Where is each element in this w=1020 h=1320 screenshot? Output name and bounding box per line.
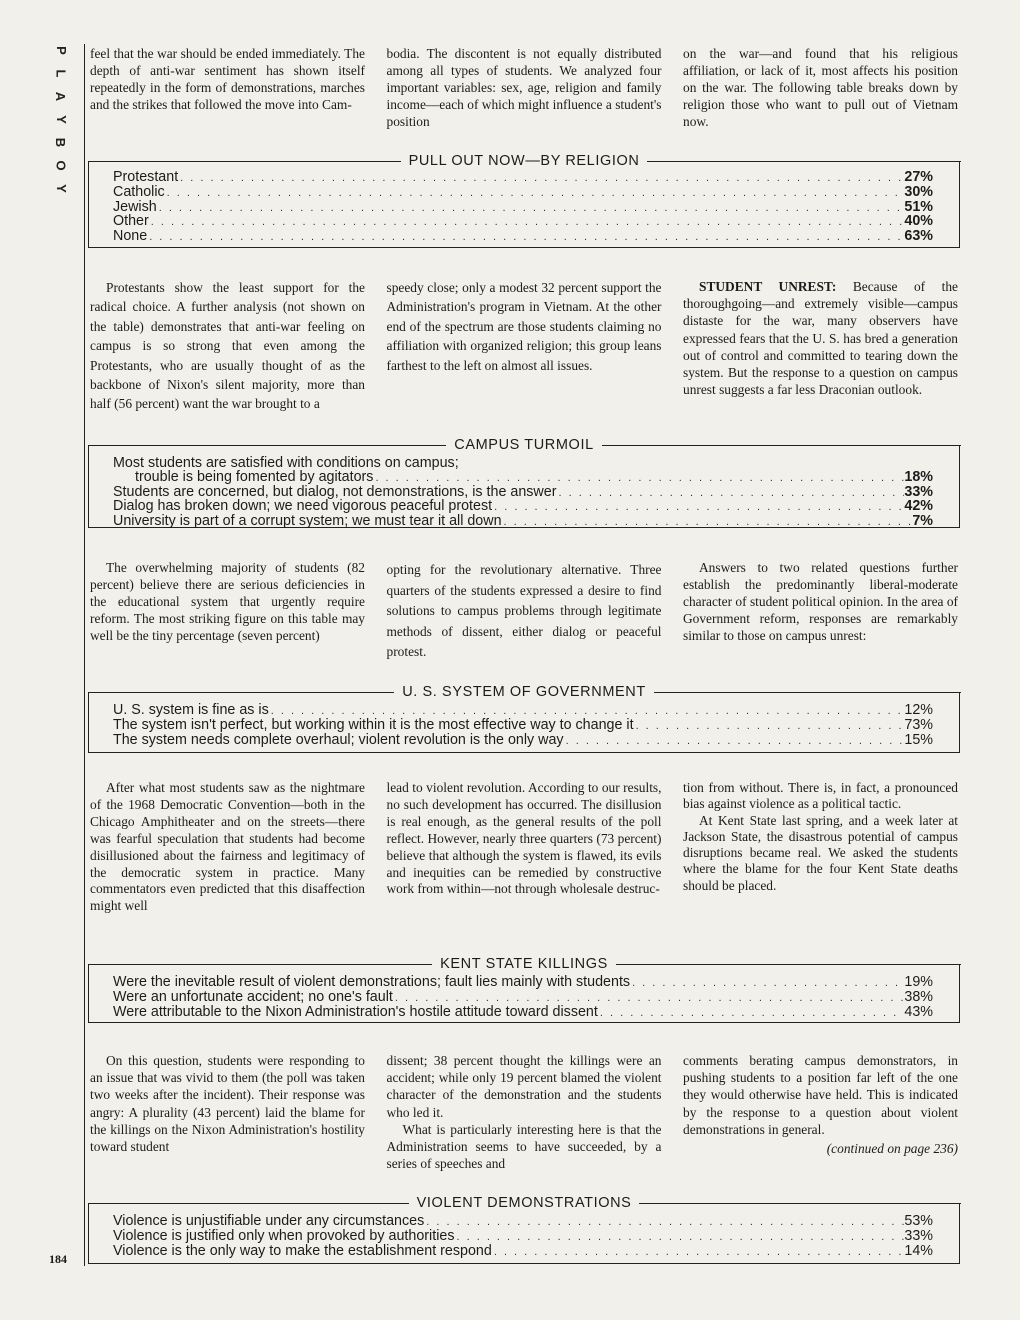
column-1 [90,560,365,663]
table-row [113,230,933,245]
column-2 [387,560,662,663]
magazine-letter: P [53,46,69,55]
table-row [113,198,933,216]
table-row [113,183,933,201]
header-rule [88,964,433,965]
leader-dots [556,487,904,501]
row-label: The system isn't perfect, but working within it is the most effective way to change it [113,716,634,733]
table-header [88,683,961,701]
leader-dots [149,216,905,230]
table-kent-state-killings [88,956,960,1023]
paragraph: What is particularly interesting here is that the Administration seems to have succeeded, by a series of speeches and [386,1121,662,1172]
row-label: Violence is justified only when provoked by authorities [113,1227,455,1244]
column-1 [90,780,365,915]
column-3 [683,46,958,131]
paragraph: lead to violent revolution. According to our results, no such development has occurred. The disillusion is real enough, as the general results of the poll reflect. However, nearly three quarters (73 percent) believe that although the system is flawed, its evils and inequities can be remedied by constructive work from within—not through wholesale destruc- [386,780,662,897]
row-value: 53% [904,1213,933,1229]
row-value: 27% [904,169,933,185]
column-3 [683,1052,958,1172]
table-row [113,215,933,230]
table-pull-out-by-religion [88,153,960,248]
leader-dots [147,231,904,245]
row-value: 19% [904,974,933,990]
row-label: The system needs complete overhaul; violent revolution is the only way [113,731,564,748]
leader-dots [564,735,905,749]
leader-dots [165,187,905,201]
row-label: trouble is being fomented by agitators [135,468,374,485]
paragraph [683,278,958,398]
leader-dots [157,202,905,216]
header-rule [88,445,447,446]
paragraph: comments berating campus demonstrators, in pushing students to a position far left of the one they would otherwise have held. This is indicated by the response to a question about violent demonstrations in general. [683,1053,958,1137]
row-value: 30% [904,183,933,200]
paragraph: opting for the revolutionary alternative. Three quarters of the students expressed a desire to find solutions to campus problems through legitimate methods of dissent, either dialog or peaceful protest. [386,562,662,659]
column-3 [683,278,958,414]
row-value: 51% [904,198,933,215]
table-us-system-of-government [88,684,960,753]
paragraph: After what most students saw as the nightmare of the 1968 Democratic Convention—both in the Chicago Amphitheater and on the streets—there was fearful speculation that students had become disillusioned about the fairness and legitimacy of the democratic system in practice. Many commentators even predicted that this disaffection might well [90,780,365,914]
table-violent-demonstrations [88,1195,960,1264]
margin-rule [84,44,85,1266]
paragraph: dissent; 38 percent thought the killings were an accident; while only 19 percent blamed the violent character of the demonstration and the students who led it. [386,1053,662,1120]
table-rows [89,964,959,1024]
table-rows [89,445,959,534]
leader-dots [454,1231,904,1245]
header-rule [88,1203,409,1204]
magazine-letter: A [53,91,69,102]
text-row-3 [90,560,958,663]
table-campus-turmoil [88,437,960,530]
row-label: None [113,228,148,245]
paragraph: on the war—and found that his religious affiliation, or lack of it, most affects his position on the war. The following table breaks down by religion those who want to pull out of Vietnam now. [683,46,958,129]
table-row [113,1003,933,1021]
paragraph: Answers to two related questions further establish the predominantly liberal-moderate character of student political opinion. In the area of Government reform, responses are remarkably similar to those on campus unrest: [683,560,958,643]
row-value: 18% [904,468,933,485]
table-rows [89,161,959,249]
paragraph: speedy close; only a modest 32 percent support the Administration's program in Vietnam. At the other end of the spectrum are those students claiming no affiliation with organized religion; this group leans farthest to the left on almost all issues. [386,280,662,373]
leader-dots [502,516,913,530]
paragraph: The overwhelming majority of students (82 percent) believe there are serious deficiencies in the educational system that urgently require reform. The most striking figure on this table may well be the tiny percentage (seven percent) [90,560,365,643]
table-header [88,1194,961,1212]
row-value: 14% [904,1242,933,1259]
text-row-5 [90,1052,958,1172]
row-value: 38% [904,988,933,1005]
text-row-4 [90,780,958,915]
row-label: Other [113,213,149,230]
magazine-letter: L [53,69,69,78]
column-3 [683,780,958,915]
leader-dots [492,501,904,515]
header-rule [647,161,960,162]
row-value: 15% [904,731,933,748]
paragraph: feel that the war should be ended immediately. The depth of anti-war sentiment has shown itself repeatedly in the form of demonstrations, marches and the strikes that followed the move into Cam- [90,46,365,112]
page-number: 184 [49,1252,67,1266]
row-label: Dialog has broken down; we need vigorous peaceful protest [113,498,493,515]
magazine-letter: O [53,160,69,171]
row-label: Violence is unjustifiable under any circumstances [113,1213,425,1229]
leader-dots [630,977,904,991]
leader-dots [634,720,905,734]
column-1 [90,46,365,131]
header-rule [88,692,395,693]
table-title: VIOLENT DEMONSTRATIONS [416,1195,632,1211]
table-header [88,152,961,170]
row-label: Were the inevitable result of violent demonstrations; fault lies mainly with students [113,974,631,990]
column-2 [387,278,662,414]
row-value: 63% [904,228,933,245]
magazine-letter: B [53,137,69,148]
paragraph: At Kent State last spring, and a week later at Jackson State, the disastrous potential of campus disruptions became real. We asked the students where the blame for the four Kent State deaths should be placed. [683,812,958,893]
header-rule [639,1203,960,1204]
row-value: 7% [912,513,933,530]
row-label: Were attributable to the Nixon Administration's hostile attitude toward dissent [113,1003,598,1020]
row-value: 42% [904,498,933,515]
paragraph: Protestants show the least support for the radical choice. A further analysis (not shown on the table) demonstrates that anti-war feeling on campus is so strong that even among the Protestants, who are usually thought of as the backbone of Nixon's silent majority, more than half (56 percent) want the war brought to a [90,280,365,412]
table-header [88,955,961,973]
magazine-letter: Y [53,184,69,193]
table-title: PULL OUT NOW—BY RELIGION [408,153,640,169]
header-rule [616,964,961,965]
table-rows [89,1203,959,1263]
magazine-letter: Y [53,115,69,124]
row-label: Most students are satisfied with conditions on campus; [113,455,459,471]
row-label: University is part of a corrupt system; we must tear it all down [113,513,502,530]
header-rule [88,161,401,162]
table-title: KENT STATE KILLINGS [440,956,608,972]
row-label: Jewish [113,198,157,215]
table-title: CAMPUS TURMOIL [454,437,594,453]
paragraph: bodia. The discontent is not equally distributed among all types of students. We analyzed four important variables: sex, age, religion and family income—each of which might influence a student's position [386,46,662,129]
table-row [113,731,933,749]
text-row-2 [90,278,958,414]
column-1 [90,1052,365,1172]
magazine-name-vertical [48,44,74,195]
column-2 [387,1052,662,1172]
continued-note: (continued on page 236) [826,1141,958,1157]
row-label: Violence is the only way to make the establishment respond [113,1242,492,1259]
table-title: U. S. SYSTEM OF GOVERNMENT [402,684,646,700]
row-value: 43% [904,1003,933,1020]
column-3 [683,560,958,663]
row-label: Students are concerned, but dialog, not demonstrations, is the answer [113,483,557,500]
row-label: Protestant [113,169,179,185]
column-1 [90,278,365,414]
row-value: 33% [904,483,933,500]
row-label: Catholic [113,183,165,200]
column-2 [387,46,662,131]
column-2 [387,780,662,915]
row-label: U. S. system is fine as is [113,702,269,718]
section-heading: STUDENT UNREST: [699,279,837,294]
row-value: 73% [904,716,933,733]
row-label: Were an unfortunate accident; no one's fault [113,988,393,1005]
text-row-1 [90,46,958,131]
paragraph: On this question, students were responding to an issue that was vivid to them (the poll was taken two weeks after the incident). Their response was angry: A plurality (43 percent) laid the blame for the killings on the Nixon Administration's hostility toward student [90,1053,365,1155]
table-row [113,515,933,530]
header-rule [602,445,961,446]
leader-dots [598,1007,905,1021]
header-rule [654,692,961,693]
row-value: 40% [904,213,933,230]
paragraph-text: Because of the thoroughgoing—and extremely visible—campus distaste for the war, many observers have expressed fears that the U. S. has bred a generation out of control and committed to tearing down the system. But the response to a question on campus unrest suggests a far less Draconian outlook. [683,279,958,398]
leader-dots [178,172,904,186]
table-header [88,436,961,454]
table-row [113,1242,933,1260]
leader-dots [424,1216,904,1230]
table-row [113,171,933,186]
leader-dots [492,1246,905,1260]
table-rows [89,692,959,752]
paragraph: tion from without. There is, in fact, a pronounced bias against violence as a political tactic. [683,780,958,812]
row-value: 12% [904,702,933,718]
row-value: 33% [904,1227,933,1244]
